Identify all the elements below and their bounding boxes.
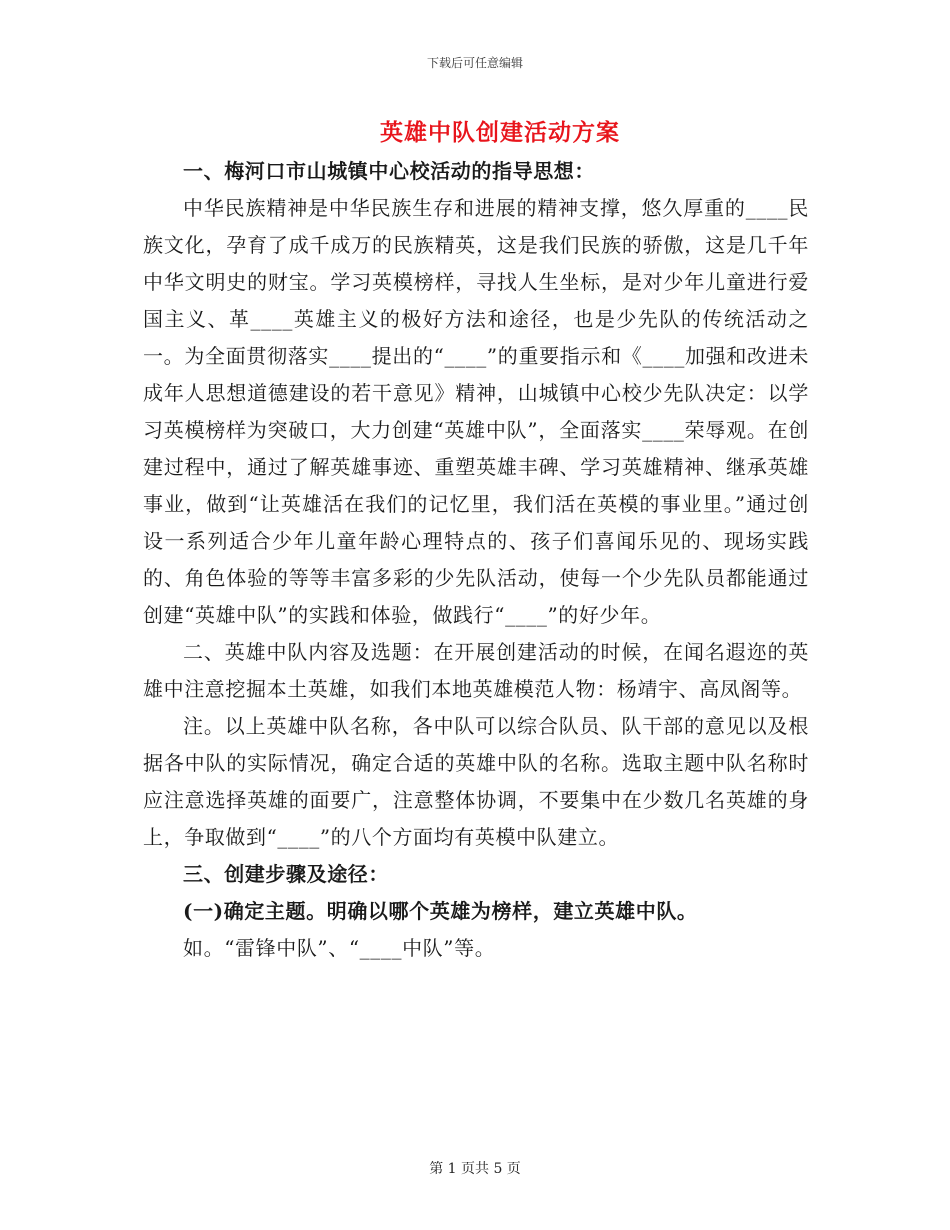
header-note: 下载后可任意编辑	[426, 56, 523, 70]
section2-paragraph: 二、英雄中队内容及选题：在开展创建活动的时候，在闻名遐迩的英雄中注意挖掘本土英雄，如我们本地英雄模范人物：杨靖宇、高凤阁等。	[143, 640, 809, 701]
step1-heading: (一)确定主题。明确以哪个英雄为榜样，建立英雄中队。	[183, 899, 698, 923]
page-number: 第 1 页共 5 页	[429, 1161, 521, 1177]
section1-heading: 一、梅河口市山城镇中心校活动的指导思想：	[183, 159, 595, 183]
section1-paragraph: 中华民族精神是中华民族生存和进展的精神支撑，悠久厚重的____民族文化，孕育了成千成万的民族精英，这是我们民族的骄傲，这是几千年中华文明史的财宝。学习英模榜样，寻找人生坐标，是对少年儿童进行爱国主义、革____英雄主义的极好方法和途径，也是少先队的传统活动之一。为全面贯彻落实____提出的“____”的重要指示和《____加强和改进未成年人思想道德建设的若干意见》精神，山城镇中心校少先队决定：以学习英模榜样为突破口，大力创建“英雄中队”，全面落实____荣辱观。在创建过程中，通过了解英雄事迹、重塑英雄丰碑、学习英雄精神、继承英雄事业，做到“让英雄活在我们的记忆里，我们活在英模的事业里。”通过创设一系列适合少年儿童年龄心理特点的、孩子们喜闻乐见的、现场实践的、角色体验的等等丰富多彩的少先队活动，使每一个少先队员都能通过创建“英雄中队”的实践和体验，做践行“____”的好少年。	[143, 196, 809, 627]
step1-example: 如。“雷锋中队”、“____中队”等。	[183, 936, 496, 960]
document-title: 英雄中队创建活动方案	[380, 119, 620, 146]
note-paragraph: 注。以上英雄中队名称，各中队可以综合队员、队干部的意见以及根据各中队的实际情况，确定合适的英雄中队的名称。选取主题中队名称时应注意选择英雄的面要广，注意整体协调，不要集中在少数几名英雄的身上，争取做到“____”的八个方面均有英模中队建立。	[143, 714, 809, 849]
document-body	[143, 153, 809, 967]
section3-heading: 三、创建步骤及途径：	[183, 862, 389, 886]
